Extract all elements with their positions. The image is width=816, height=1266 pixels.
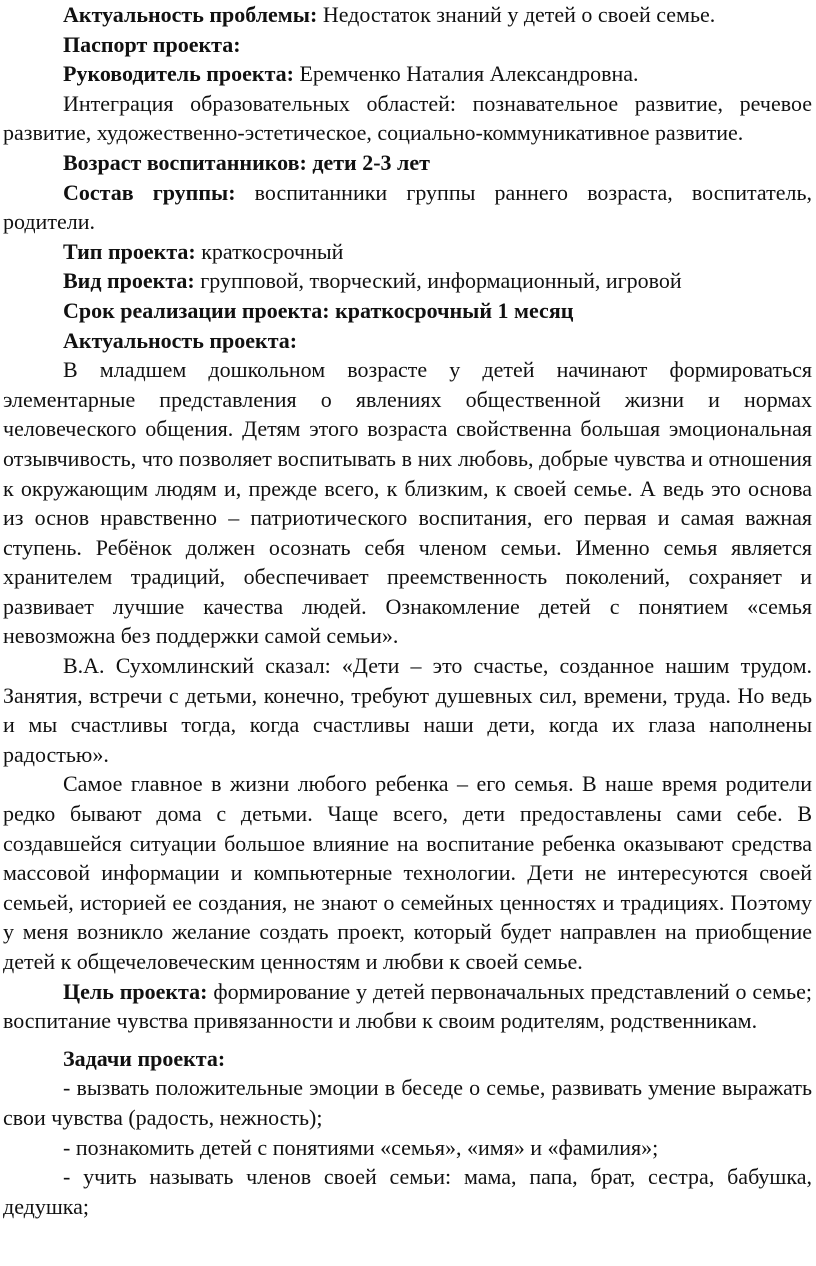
relevance-problem [3, 0, 812, 30]
term-label: Срок реализации проекта: краткосрочный 1 месяц [63, 297, 574, 323]
project-leader [3, 59, 812, 89]
relevance-project-label: Актуальность проекта: [63, 327, 298, 353]
relevance-project-heading [3, 326, 812, 356]
relevance-paragraph-1: В младшем дошкольном возрасте у детей начинают формироваться элементарные представления о явлениях общественной жизни и нормах человеческого общения. Детям этого возраста свойственна большая эмоциональная отзывчивость, что позволяет воспитывать в них любовь, добрые чувства и отношения к окружающим людям и, прежде всего, к близким, к своей семье. А ведь это основа из основ нравственно – патриотического воспитания, его первая и самая важная ступень. Ребёнок должен осознать себя членом семьи. Именно семья является хранителем традиций, обеспечивает преемственность поколений, сохраняет и развивает лучшие качества людей. Ознакомление детей с понятием «семья невозможна без поддержки самой семьи». [3, 357, 812, 649]
task-item: - учить называть членов своей семьи: мама, папа, брат, сестра, бабушка, дедушка; [3, 1164, 812, 1219]
project-type-text: краткосрочный [195, 238, 344, 264]
tasks-label: Задачи проекта: [63, 1045, 226, 1071]
group-text: воспитанники группы раннего возраста, воспитатель, родители. [3, 179, 812, 235]
integration-paragraph: Интеграция образовательных областей: познавательное развитие, речевое развитие, художественно-эстетическое, социально-коммуникативное развитие. [3, 90, 812, 146]
project-type [3, 237, 812, 267]
goal-label: Цель проекта: [63, 978, 208, 1004]
relevance-paragraph-3: Самое главное в жизни любого ребенка – его семья. В наше время родители редко бывают дома с детьми. Чаще всего, дети предоставлены сами себе. В создавшейся ситуации большое влияние на воспитание ребенка оказывают средства массовой информации и компьютерные технологии. Дети не интересуются своей семьей, историей ее создания, не знают о семейных ценностях и традициях. Поэтому у меня возникло желание создать проект, который будет направлен на приобщение детей к общечеловеческим ценностям и любви к своей семье. [3, 771, 812, 974]
leader-text: Еремченко Наталия Александровна. [293, 61, 639, 87]
task-item: - познакомить детей с понятиями «семья», «имя» и «фамилия»; [63, 1134, 659, 1160]
leader-label: Руководитель проекта: [63, 61, 294, 87]
passport-heading [3, 30, 812, 60]
age-line [3, 148, 812, 178]
relevance-problem-label: Актуальность проблемы: [63, 2, 318, 27]
project-kind-label: Вид проекта: [63, 268, 195, 294]
group-composition [3, 178, 812, 237]
task-item: - вызвать положительные эмоции в беседе о семье, развивать умение выражать свои чувства (радость, нежность); [3, 1075, 812, 1130]
project-kind-text: групповой, творческий, информационный, игровой [194, 268, 682, 294]
relevance-problem-text: Недостаток знаний у детей о своей семье. [317, 2, 716, 27]
project-type-label: Тип проекта: [63, 238, 196, 264]
project-goal [3, 977, 812, 1036]
group-label: Состав группы: [63, 179, 236, 205]
goal-text: формирование у детей первоначальных представлений о семье; воспитание чувства привязанности и любви к своим родителям, родственникам. [3, 978, 812, 1034]
relevance-paragraph-2: В.А. Сухомлинский сказал: «Дети – это счастье, созданное нашим трудом. Занятия, встречи с детьми, конечно, требуют душевных сил, времени, труда. Но ведь и мы счастливы тогда, когда счастливы наши дети, когда их глаза наполнены радостью». [3, 653, 812, 767]
spacer [3, 1036, 812, 1044]
passport-label: Паспорт проекта: [63, 31, 241, 57]
project-kind [3, 266, 812, 296]
project-term [3, 296, 812, 326]
age-label: Возраст воспитанников: дети 2-3 лет [63, 149, 430, 175]
tasks-heading [3, 1044, 812, 1074]
